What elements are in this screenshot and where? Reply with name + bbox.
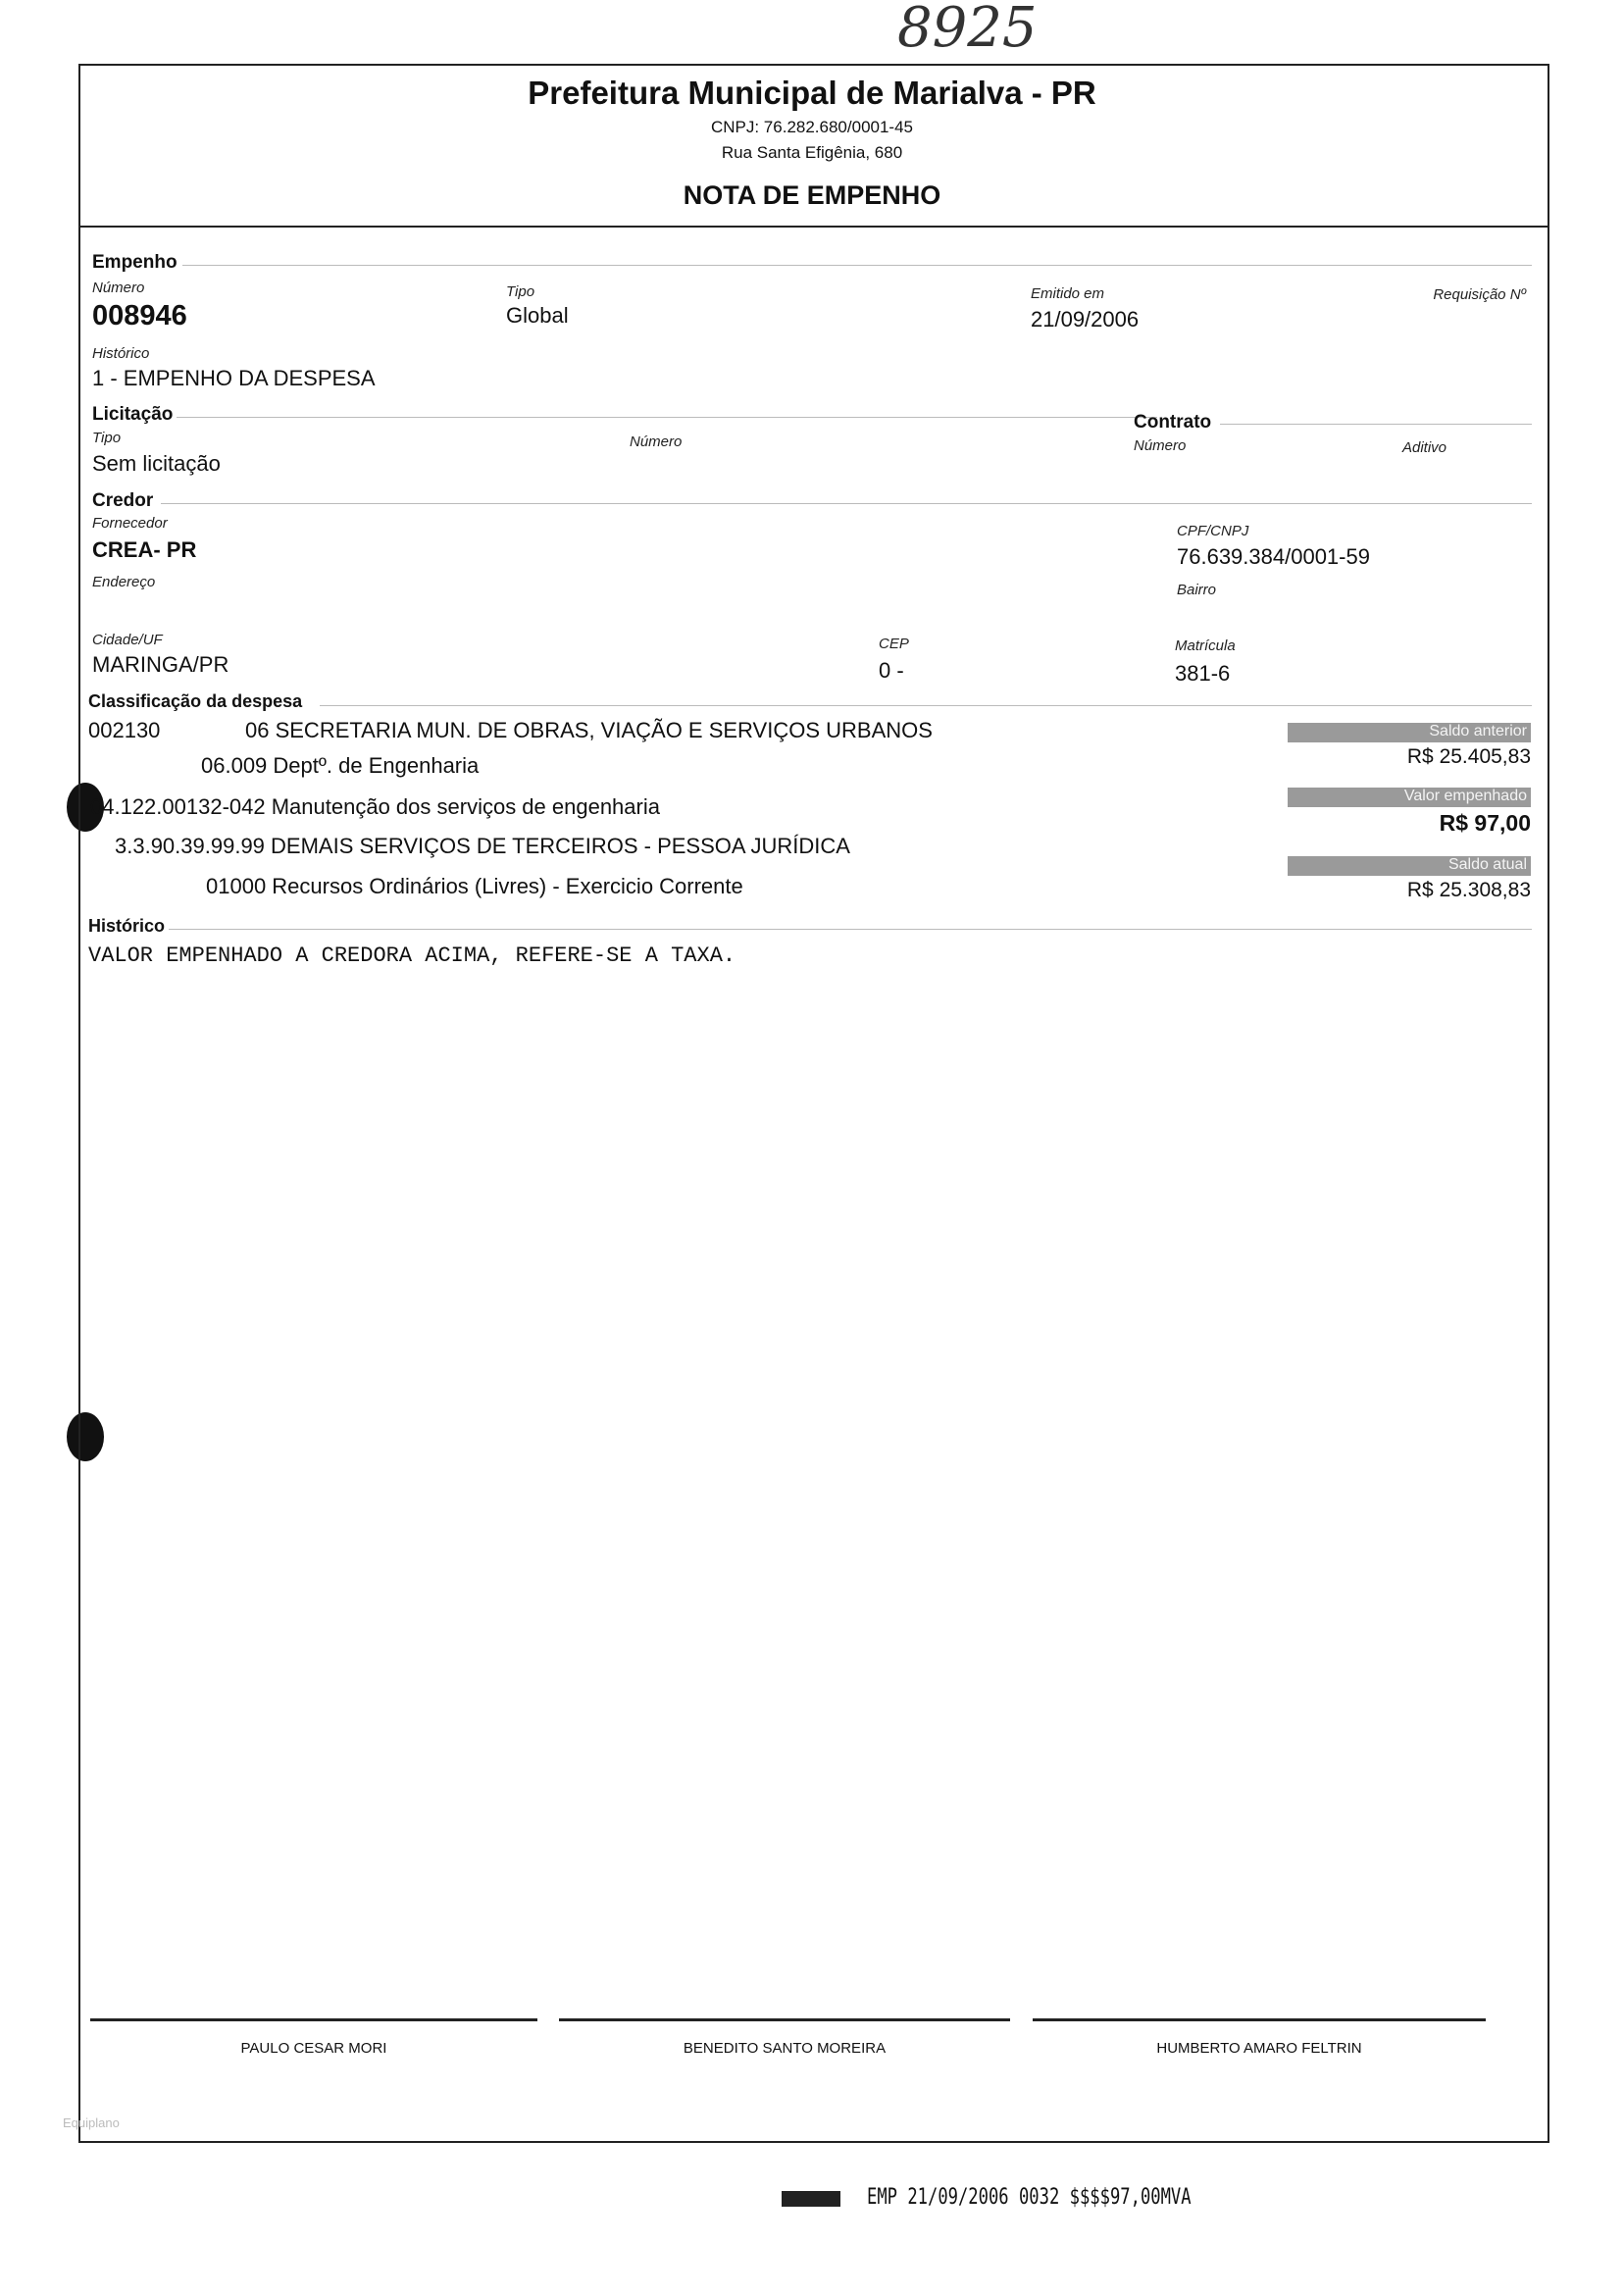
requisicao-label: Requisição Nº <box>1433 286 1526 303</box>
fornecedor-label: Fornecedor <box>92 515 168 532</box>
signature-name-3: HUMBERTO AMARO FELTRIN <box>1156 2040 1362 2057</box>
signature-line-2 <box>559 2018 1010 2021</box>
classificacao-section-rule <box>320 705 1532 706</box>
historico-section-label: Histórico <box>88 916 166 936</box>
empenho-section-label: Empenho <box>92 252 178 273</box>
cep-label: CEP <box>879 636 909 652</box>
contrato-aditivo-label: Aditivo <box>1402 439 1447 456</box>
contrato-numero-label: Número <box>1134 437 1187 454</box>
classificacao-section-label: Classificação da despesa <box>88 691 303 711</box>
cidade-value: MARINGA/PR <box>92 652 229 677</box>
licitacao-tipo: Sem licitação <box>92 451 221 476</box>
cidade-label: Cidade/UF <box>92 632 163 648</box>
document-title: NOTA DE EMPENHO <box>683 180 941 210</box>
fornecedor-name: CREA- PR <box>92 537 197 562</box>
empenho-tipo-label: Tipo <box>506 283 535 300</box>
empenho-section-rule <box>182 265 1532 266</box>
empenho-tipo: Global <box>506 303 569 328</box>
emitido-label: Emitido em <box>1031 285 1105 302</box>
signature-line-3 <box>1033 2018 1486 2021</box>
matricula-label: Matrícula <box>1175 637 1236 654</box>
signature-name-1: PAULO CESAR MORI <box>240 2040 387 2057</box>
licitacao-tipo-label: Tipo <box>92 430 122 446</box>
bank-stamp-text: EMP 21/09/2006 0032 $$$$97,00MVA <box>867 2185 1192 2210</box>
software-credit: Equiplano <box>63 2115 120 2130</box>
signature-name-2: BENEDITO SANTO MOREIRA <box>683 2040 887 2057</box>
municipality-title: Prefeitura Municipal de Marialva - PR <box>528 75 1096 111</box>
historico-text: VALOR EMPENHADO A CREDORA ACIMA, REFERE-SE A TAXA. <box>88 943 736 968</box>
licitacao-section-rule <box>177 417 1157 418</box>
licitacao-numero-label: Número <box>630 433 683 450</box>
saldo-anterior-label: Saldo anterior <box>1288 723 1531 742</box>
emitido-date: 21/09/2006 <box>1031 307 1140 331</box>
classificacao-orgao: 06 SECRETARIA MUN. DE OBRAS, VIAÇÃO E SERVIÇOS URBANOS <box>245 718 933 742</box>
empenho-numero: 008946 <box>92 300 187 331</box>
classificacao-natureza: 3.3.90.39.99.99 DEMAIS SERVIÇOS DE TERCEIROS - PESSOA JURÍDICA <box>115 834 850 858</box>
saldo-atual-label: Saldo atual <box>1288 856 1531 876</box>
contrato-section-label: Contrato <box>1134 412 1212 433</box>
empenho-historico-label: Histórico <box>92 345 150 362</box>
bairro-label: Bairro <box>1177 582 1217 598</box>
municipality-cnpj: CNPJ: 76.282.680/0001-45 <box>710 118 914 136</box>
handwritten-page-number: 8925 <box>897 0 1038 60</box>
classificacao-orgao-code: 002130 <box>88 718 161 742</box>
contrato-section-rule <box>1220 424 1532 425</box>
bank-stamp-icon <box>782 2191 840 2207</box>
licitacao-section-label: Licitação <box>92 404 174 425</box>
saldo-anterior-value: R$ 25.405,83 <box>1406 745 1531 768</box>
credor-section-rule <box>161 503 1532 504</box>
classificacao-fonte: 01000 Recursos Ordinários (Livres) - Exercicio Corrente <box>206 874 743 898</box>
valor-empenhado-value: R$ 97,00 <box>1439 810 1531 836</box>
matricula-value: 381-6 <box>1175 661 1231 686</box>
header-divider <box>78 226 1549 228</box>
classificacao-funcional: 04.122.00132-042 Manutenção dos serviços de engenharia <box>90 794 660 819</box>
classificacao-unidade: 06.009 Deptº. de Engenharia <box>201 753 480 778</box>
endereco-label: Endereço <box>92 574 156 590</box>
credor-section-label: Credor <box>92 490 154 511</box>
saldo-atual-value: R$ 25.308,83 <box>1406 879 1531 901</box>
signature-line-1 <box>90 2018 537 2021</box>
cpf-cnpj-label: CPF/CNPJ <box>1177 523 1249 539</box>
empenho-numero-label: Número <box>92 280 145 296</box>
cpf-cnpj-value: 76.639.384/0001-59 <box>1177 544 1370 569</box>
valor-empenhado-label: Valor empenhado <box>1288 788 1531 807</box>
municipality-address: Rua Santa Efigênia, 680 <box>721 143 903 162</box>
empenho-historico: 1 - EMPENHO DA DESPESA <box>92 366 376 390</box>
historico-section-rule <box>169 929 1532 930</box>
cep-value: 0 - <box>879 658 904 683</box>
